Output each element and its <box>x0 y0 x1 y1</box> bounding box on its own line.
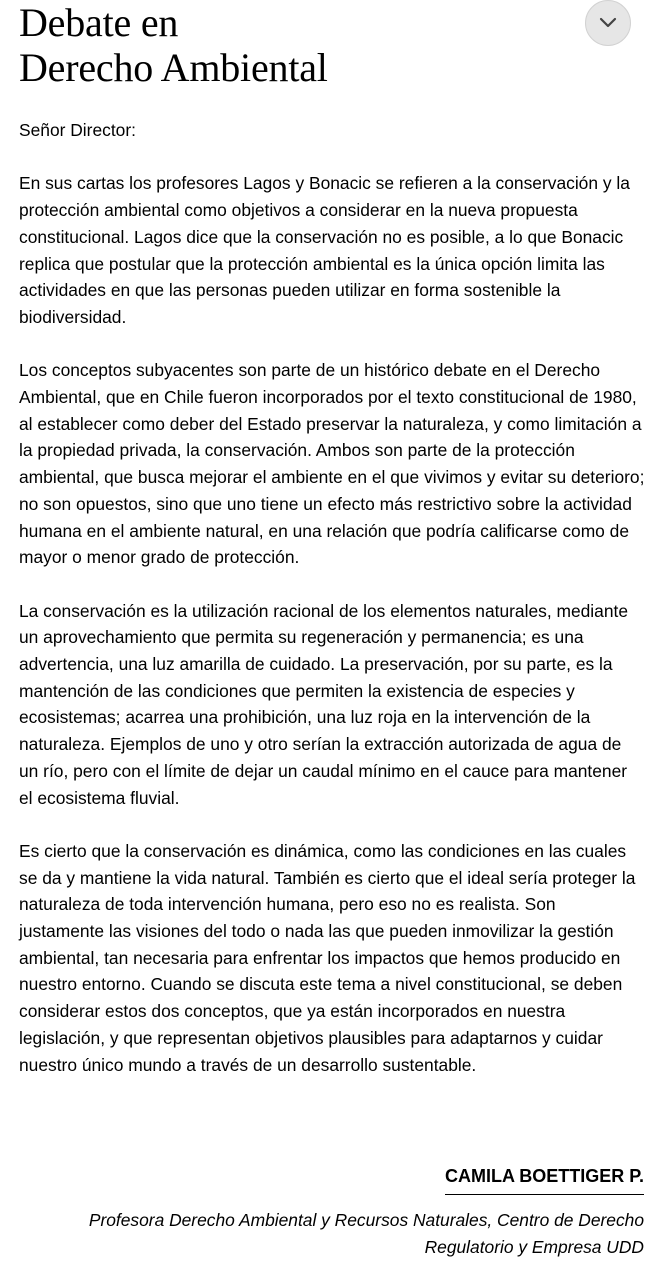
collapse-button[interactable] <box>585 0 631 46</box>
signature-name: CAMILA BOETTIGER P. <box>445 1163 644 1195</box>
paragraph-4: Es cierto que la conservación es dinámica, como las condiciones en las cuales se da y mantiene la vida natural. También es cierto que el ideal sería proteger la naturaleza de toda intervención humana, pero eso no es realista. Son justamente las visiones del todo o nada las que pueden inmovilizar la gestión ambiental, tan necesaria para enfrentar los impactos que hemos producido en nuestro entorno. Cuando se discuta este tema a nivel constitucional, se deben considerar estos dos conceptos, que ya están incorporados en nuestra legislación, y que representan objetivos plausibles para adaptarnos y cuidar nuestro único mundo a través de un desarrollo sustentable. <box>19 840 636 1075</box>
page-title-line-1: Debate en <box>19 0 179 45</box>
chevron-down-icon <box>598 17 618 29</box>
letter-body <box>19 117 645 1105</box>
page-title <box>19 0 619 90</box>
letter-header <box>19 0 619 90</box>
paragraph-2: Los conceptos subyacentes son parte de un histórico debate en el Derecho Ambiental, que en Chile fueron incorporados por el texto constitucional de 1980, al establecer como deber del Estado preservar la naturaleza, y como limitación a la propiedad privada, la conservación. Ambos son parte de la protección ambiental, que busca mejorar el ambiente en el que vivimos y evitar su deterioro; no son opuestos, sino que uno tiene un efecto más restrictivo sobre la actividad humana en el ambiente natural, en una relación que podría calificarse como de mayor o menor grado de protección. <box>19 360 645 568</box>
paragraph-3: La conservación es la utilización racional de los elementos naturales, mediante un aprovechamiento que permita su regeneración y permanencia; es una advertencia, una luz amarilla de cuidado. La preservación, por su parte, es la mantención de las condiciones que permiten la existencia de especies y ecosistemas; acarrea una prohibición, una luz roja en la intervención de la naturaleza. Ejemplos de uno y otro serían la extracción autorizada de agua de un río, pero con el límite de dejar un caudal mínimo en el cauce para mantener el ecosistema fluvial. <box>19 600 629 808</box>
signature-block <box>445 1163 644 1195</box>
paragraph-1: En sus cartas los profesores Lagos y Bonacic se refieren a la conservación y la protección ambiental como objetivos a considerar en la nueva propuesta constitucional. Lagos dice que la conservación no es posible, a lo que Bonacic replica que postular que la protección ambiental es la única opción limita las actividades en que las personas pueden utilizar en forma sostenible la biodiversidad. <box>19 173 630 327</box>
signature-role: Profesora Derecho Ambiental y Recursos Naturales, Centro de Derecho Regulatorio y Empresa UDD <box>88 1210 644 1257</box>
page-title-line-2: Derecho Ambiental <box>19 45 328 90</box>
salutation: Señor Director: <box>19 120 136 140</box>
